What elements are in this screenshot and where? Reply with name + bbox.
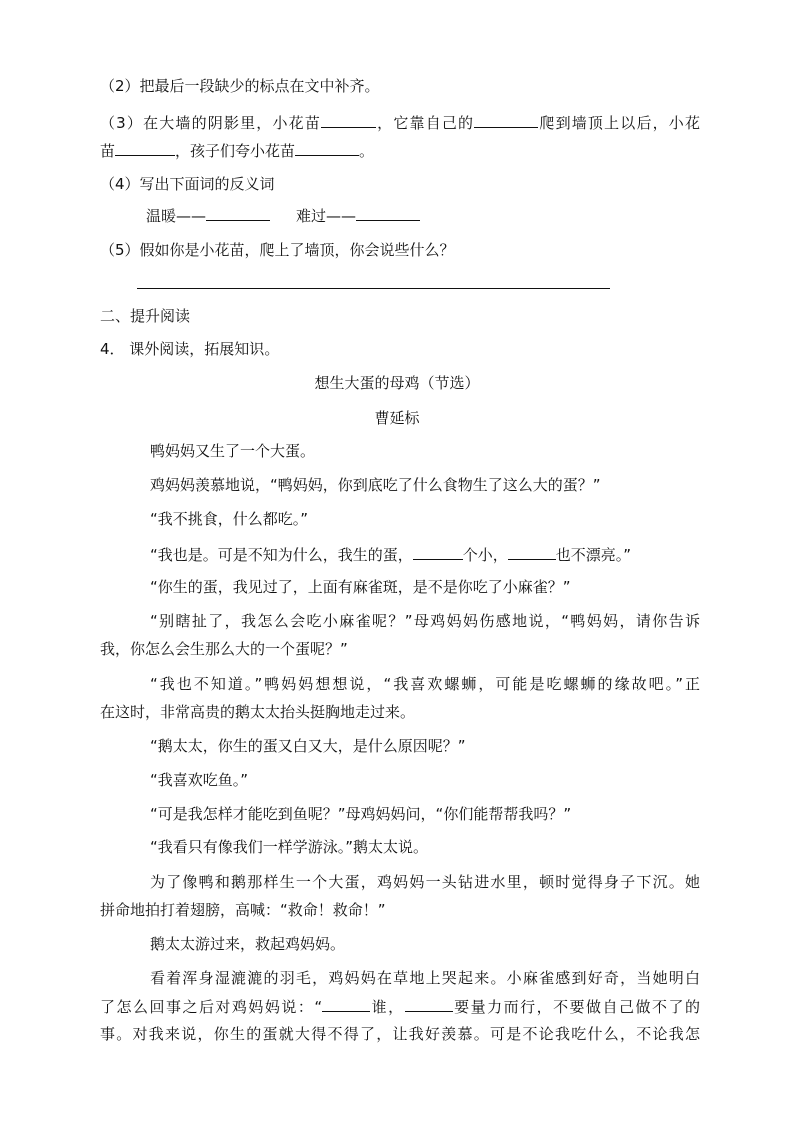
article-author: 曹延标 [374,409,420,427]
q3-text-e: ，孩子们夸小花苗 [175,142,296,160]
answer-blank[interactable] [321,114,376,128]
answer-blank[interactable] [206,207,270,221]
answer-blank[interactable] [295,142,359,156]
paragraph-line: 我，你怎么会生那么大的一个蛋呢？” [100,640,348,658]
paragraph: 鸭妈妈又生了一个大蛋。 [150,442,316,460]
p14-text-a: 了怎么回事之后对鸡妈妈说：“ [100,998,323,1016]
article-title: 想生大蛋的母鸡（节选） [314,374,480,392]
antonym-word-1: 温暖—— [146,207,207,225]
antonym-word-2: 难过—— [296,207,357,225]
answer-blank[interactable] [322,998,370,1012]
paragraph: 鹅太太游过来，救起鸡妈妈。 [150,935,346,953]
q3-text-b: ，它靠自己的 [376,114,475,132]
section-heading: 二、提升阅读 [100,307,191,325]
answer-blank[interactable] [115,142,175,156]
paragraph-line: “别瞎扯了，我怎么会吃小麻雀呢？”母鸡妈妈伤感地说，“鸭妈妈，请你告诉 [150,612,700,630]
answer-blank[interactable] [356,207,420,221]
answer-line[interactable] [137,288,610,289]
answer-blank[interactable] [508,546,556,560]
q3-text-f: 。 [359,142,375,160]
p4-text-b: 个小， [462,546,508,564]
paragraph-line: 为了像鸭和鹅那样生一个大蛋，鸡妈妈一头钻进水里，顿时觉得身子下沉。她 [150,873,700,891]
paragraph: “我不挑食，什么都吃。” [150,510,309,528]
antonym-row [146,207,706,224]
q3-text-c: 爬到墙顶上以后，小花 [538,114,700,132]
question-4: （4）写出下面词的反义词 [100,175,275,193]
q3-text-a: （3）在大墙的阴影里，小花苗 [100,114,321,132]
paragraph-line: 看着浑身湿漉漉的羽毛，鸡妈妈在草地上哭起来。小麻雀感到好奇，当她明白 [150,969,700,987]
answer-blank[interactable] [474,114,538,128]
paragraph: “我喜欢吃鱼。” [150,771,249,789]
question-5: （5）假如你是小花苗，爬上了墙顶，你会说些什么？ [100,241,455,259]
question-2: （2）把最后一段缺少的标点在文中补齐。 [100,77,380,95]
p14-text-c: 要量力而行，不要做自己做不了的 [452,998,700,1016]
paragraph: “我看只有像我们一样学游泳。”鹅太太说。 [150,838,429,856]
question-3-line-1 [100,114,700,131]
q3-text-d: 苗 [100,142,116,160]
answer-blank[interactable] [413,546,463,560]
paragraph: “可是我怎样才能吃到鱼呢？”母鸡妈妈问，“你们能帮帮我吗？” [150,805,572,823]
question-3-line-2 [100,142,700,159]
question-4-main: 4． 课外阅读，拓展知识。 [100,340,280,358]
paragraph-line-with-blanks [100,998,700,1015]
answer-blank[interactable] [405,998,453,1012]
paragraph-line: 在这时，非常高贵的鹅太太抬头挺胸地走过来。 [100,703,416,721]
paragraph: “鹅太太，你生的蛋又白又大，是什么原因呢？” [150,737,466,755]
paragraph-with-blanks [100,546,700,563]
paragraph-line: 事。对我来说，你生的蛋就大得不得了，让我好羡慕。可是不论我吃什么，不论我怎 [100,1025,700,1043]
p4-text-c: 也不漂亮。” [555,546,632,564]
p4-text-a: “我也是。可是不知为什么，我生的蛋， [150,546,413,564]
paragraph-line: 拼命地拍打着翅膀，高喊：“救命！救命！” [100,901,386,919]
paragraph-line: “我也不知道。”鸭妈妈想想说，“我喜欢螺蛳，可能是吃螺蛳的缘故吧。”正 [150,675,700,693]
paragraph: 鸡妈妈羡慕地说，“鸭妈妈，你到底吃了什么食物生了这么大的蛋？” [150,476,601,494]
paragraph: “你生的蛋，我见过了，上面有麻雀斑，是不是你吃了小麻雀？” [150,578,571,596]
p14-text-b: 谁， [370,998,405,1016]
